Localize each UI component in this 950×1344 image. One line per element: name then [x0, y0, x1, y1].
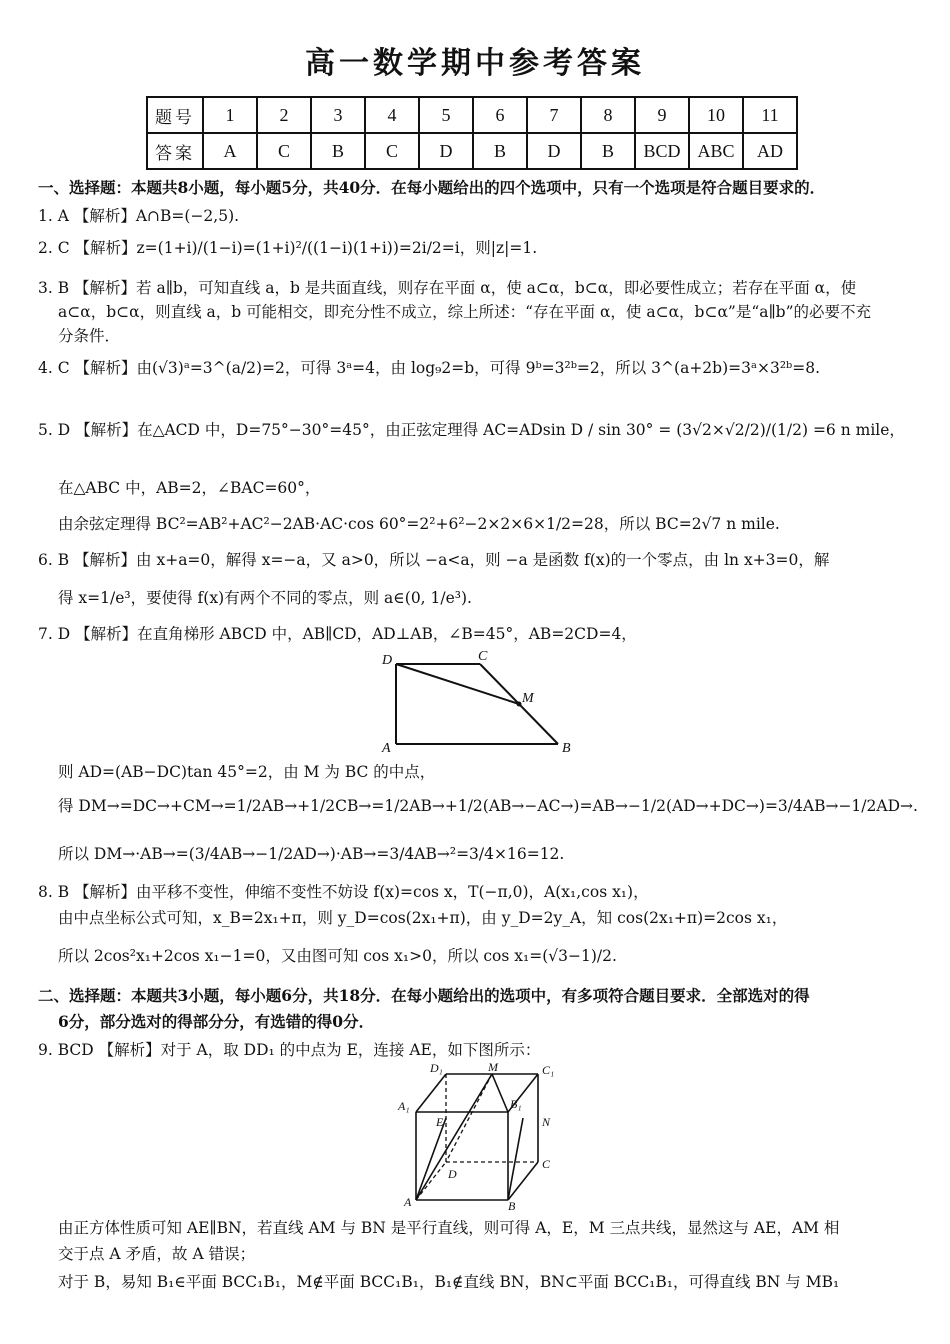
table-cell: AD [743, 133, 797, 169]
label-c: C [542, 1157, 551, 1171]
q2-solution: 2. C 【解析】z=(1+i)/(1−i)=(1+i)²/((1−i)(1+i))=2i/2=i，则|z|=1. [38, 239, 538, 257]
cube-figure [392, 1060, 562, 1210]
q4-solution: 4. C 【解析】由(√3)ᵃ=3^(a/2)=2，可得 3ᵃ=4，由 log₉2=b，可得 9ᵇ=3²ᵇ=2，所以 3^(a+2b)=3ᵃ×3²ᵇ=8. [38, 359, 821, 377]
q6-line-1: 6. B 【解析】由 x+a=0，解得 x=−a，又 a>0，所以 −a<a，则 −a 是函数 f(x)的一个零点，由 ln x+3=0，解 [38, 551, 830, 569]
label-b: B [562, 741, 571, 756]
q8-line-1: 8. B 【解析】由平移不变性，伸缩不变性不妨设 f(x)=cos x，T(−π,0)，A(x₁,cos x₁)， [38, 883, 649, 901]
label-d: D [448, 1167, 457, 1181]
table-cell: D [419, 133, 473, 169]
q5-line-2: 在△ABC 中，AB=2，∠BAC=60°， [58, 479, 321, 497]
segment-bn [508, 1118, 523, 1200]
table-cell: B [581, 133, 635, 169]
label-c1: C₁ [542, 1063, 555, 1077]
q5-line-3: 由余弦定理得 BC²=AB²+AC²−2AB·AC·cos 60°=2²+6²−2×2×6×1/2=28，所以 BC=2√7 n mile. [58, 515, 780, 533]
table-row [147, 97, 797, 133]
table-row [147, 133, 797, 169]
label-a: A [382, 741, 391, 756]
q5-line-1: 5. D 【解析】在△ACD 中，D=75°−30°=45°，由正弦定理得 AC=ADsin D / sin 30° = (3√2×√2/2)/(1/2) =6 n mile， [38, 421, 905, 439]
table-cell: 11 [743, 97, 797, 133]
label-m: M [522, 691, 534, 706]
label-c: C [478, 649, 488, 664]
answer-table [146, 96, 798, 170]
label-n: N [542, 1115, 551, 1129]
label-a1: A₁ [398, 1099, 410, 1113]
page-title: 高一数学期中参考答案 [305, 46, 645, 81]
table-cell: B [473, 133, 527, 169]
q7-line-1: 7. D 【解析】在直角梯形 ABCD 中，AB∥CD，AD⊥AB，∠B=45°，AB=2CD=4， [38, 625, 637, 643]
table-cell: C [257, 133, 311, 169]
section-2-heading-line-2: 6分，部分选对的得部分分，有选错的得0分． [58, 1012, 375, 1031]
table-cell: C [365, 133, 419, 169]
q3-line-1: 3. B 【解析】若 a∥b，可知直线 a，b 是共面直线，则存在平面 α，使 a⊂α，b⊂α，即必要性成立；若存在平面 α，使 [38, 279, 857, 297]
edge-ad-hidden [416, 1162, 446, 1200]
table-cell: 4 [365, 97, 419, 133]
label-m: M [488, 1060, 498, 1074]
segment-am [416, 1074, 492, 1200]
edge-bc [508, 1162, 538, 1200]
segment-md-hidden [446, 1074, 492, 1162]
table-cell: 2 [257, 97, 311, 133]
table-cell: D [527, 133, 581, 169]
label-d: D [382, 653, 393, 668]
table-cell: ABC [689, 133, 743, 169]
q9-line-4: 对于 B，易知 B₁∈平面 BCC₁B₁，M∉平面 BCC₁B₁，B₁∉直线 BN，BN⊂平面 BCC₁B₁，可得直线 BN 与 MB₁ [58, 1273, 840, 1291]
q9-line-2: 由正方体性质可知 AE∥BN，若直线 AM 与 BN 是平行直线，则可得 A，E，M 三点共线，显然这与 AE，AM 相 [58, 1219, 840, 1237]
table-cell: BCD [635, 133, 689, 169]
table-cell: 5 [419, 97, 473, 133]
section-1-heading: 一、选择题：本题共8小题，每小题5分，共40分．在每小题给出的四个选项中，只有一个选项是符合题目要求的． [38, 178, 826, 197]
edge-a1d1 [416, 1074, 446, 1112]
table-answer-label: 答案 [147, 133, 203, 169]
label-b: B [508, 1199, 516, 1210]
trapezoid-figure [378, 648, 578, 758]
q3-line-3: 分条件． [58, 327, 121, 345]
q3-line-2: a⊂α，b⊂α，则直线 a，b 可能相交，即充分性不成立，综上所述：“存在平面 α，使 a⊂α，b⊂α”是“a∥b”的必要不充 [58, 303, 872, 321]
table-cell: B [311, 133, 365, 169]
table-cell: 9 [635, 97, 689, 133]
table-cell: 8 [581, 97, 635, 133]
q6-line-2: 得 x=1/e³，要使得 f(x)有两个不同的零点，则 a∈(0, 1/e³). [58, 589, 472, 607]
segment-mb1 [492, 1074, 508, 1112]
q1-solution: 1. A 【解析】A∩B=(−2,5). [38, 207, 240, 225]
label-b1: B₁ [510, 1097, 522, 1111]
label-a: A [404, 1195, 412, 1209]
section-2-heading-line-1: 二、选择题：本题共3小题，每小题6分，共18分．在每小题给出的选项中，有多项符合题目要求．全部选对的得 [38, 986, 810, 1005]
q8-line-2: 由中点坐标公式可知，x_B=2x₁+π，则 y_D=cos(2x₁+π)，由 y_D=2y_A，知 cos(2x₁+π)=2cos x₁， [58, 909, 788, 927]
q7-line-4: 所以 DM→·AB→=(3/4AB→−1/2AD→)·AB→=3/4AB→²=3/4×16=12. [58, 845, 565, 863]
table-cell: 1 [203, 97, 257, 133]
point-m [517, 702, 522, 707]
q9-line-1: 9. BCD 【解析】对于 A，取 DD₁ 的中点为 E，连接 AE，如下图所示： [38, 1041, 541, 1059]
table-header-label: 题号 [147, 97, 203, 133]
table-cell: 3 [311, 97, 365, 133]
q7-line-3: 得 DM→=DC→+CM→=1/2AB→+1/2CB→=1/2AB→+1/2(AB→−AC→)=AB→−1/2(AD→+DC→)=3/4AB→−1/2AD→. [58, 797, 918, 815]
table-cell: 6 [473, 97, 527, 133]
q8-line-3: 所以 2cos²x₁+2cos x₁−1=0，又由图可知 cos x₁>0，所以 cos x₁=(√3−1)/2. [58, 947, 617, 965]
table-cell: 10 [689, 97, 743, 133]
q7-line-2: 则 AD=(AB−DC)tan 45°=2，由 M 为 BC 的中点， [58, 763, 436, 781]
label-e: E [436, 1115, 444, 1129]
q9-line-3: 交于点 A 矛盾，故 A 错误； [58, 1245, 256, 1263]
table-cell: 7 [527, 97, 581, 133]
table-cell: A [203, 133, 257, 169]
label-d1: D₁ [430, 1061, 443, 1075]
